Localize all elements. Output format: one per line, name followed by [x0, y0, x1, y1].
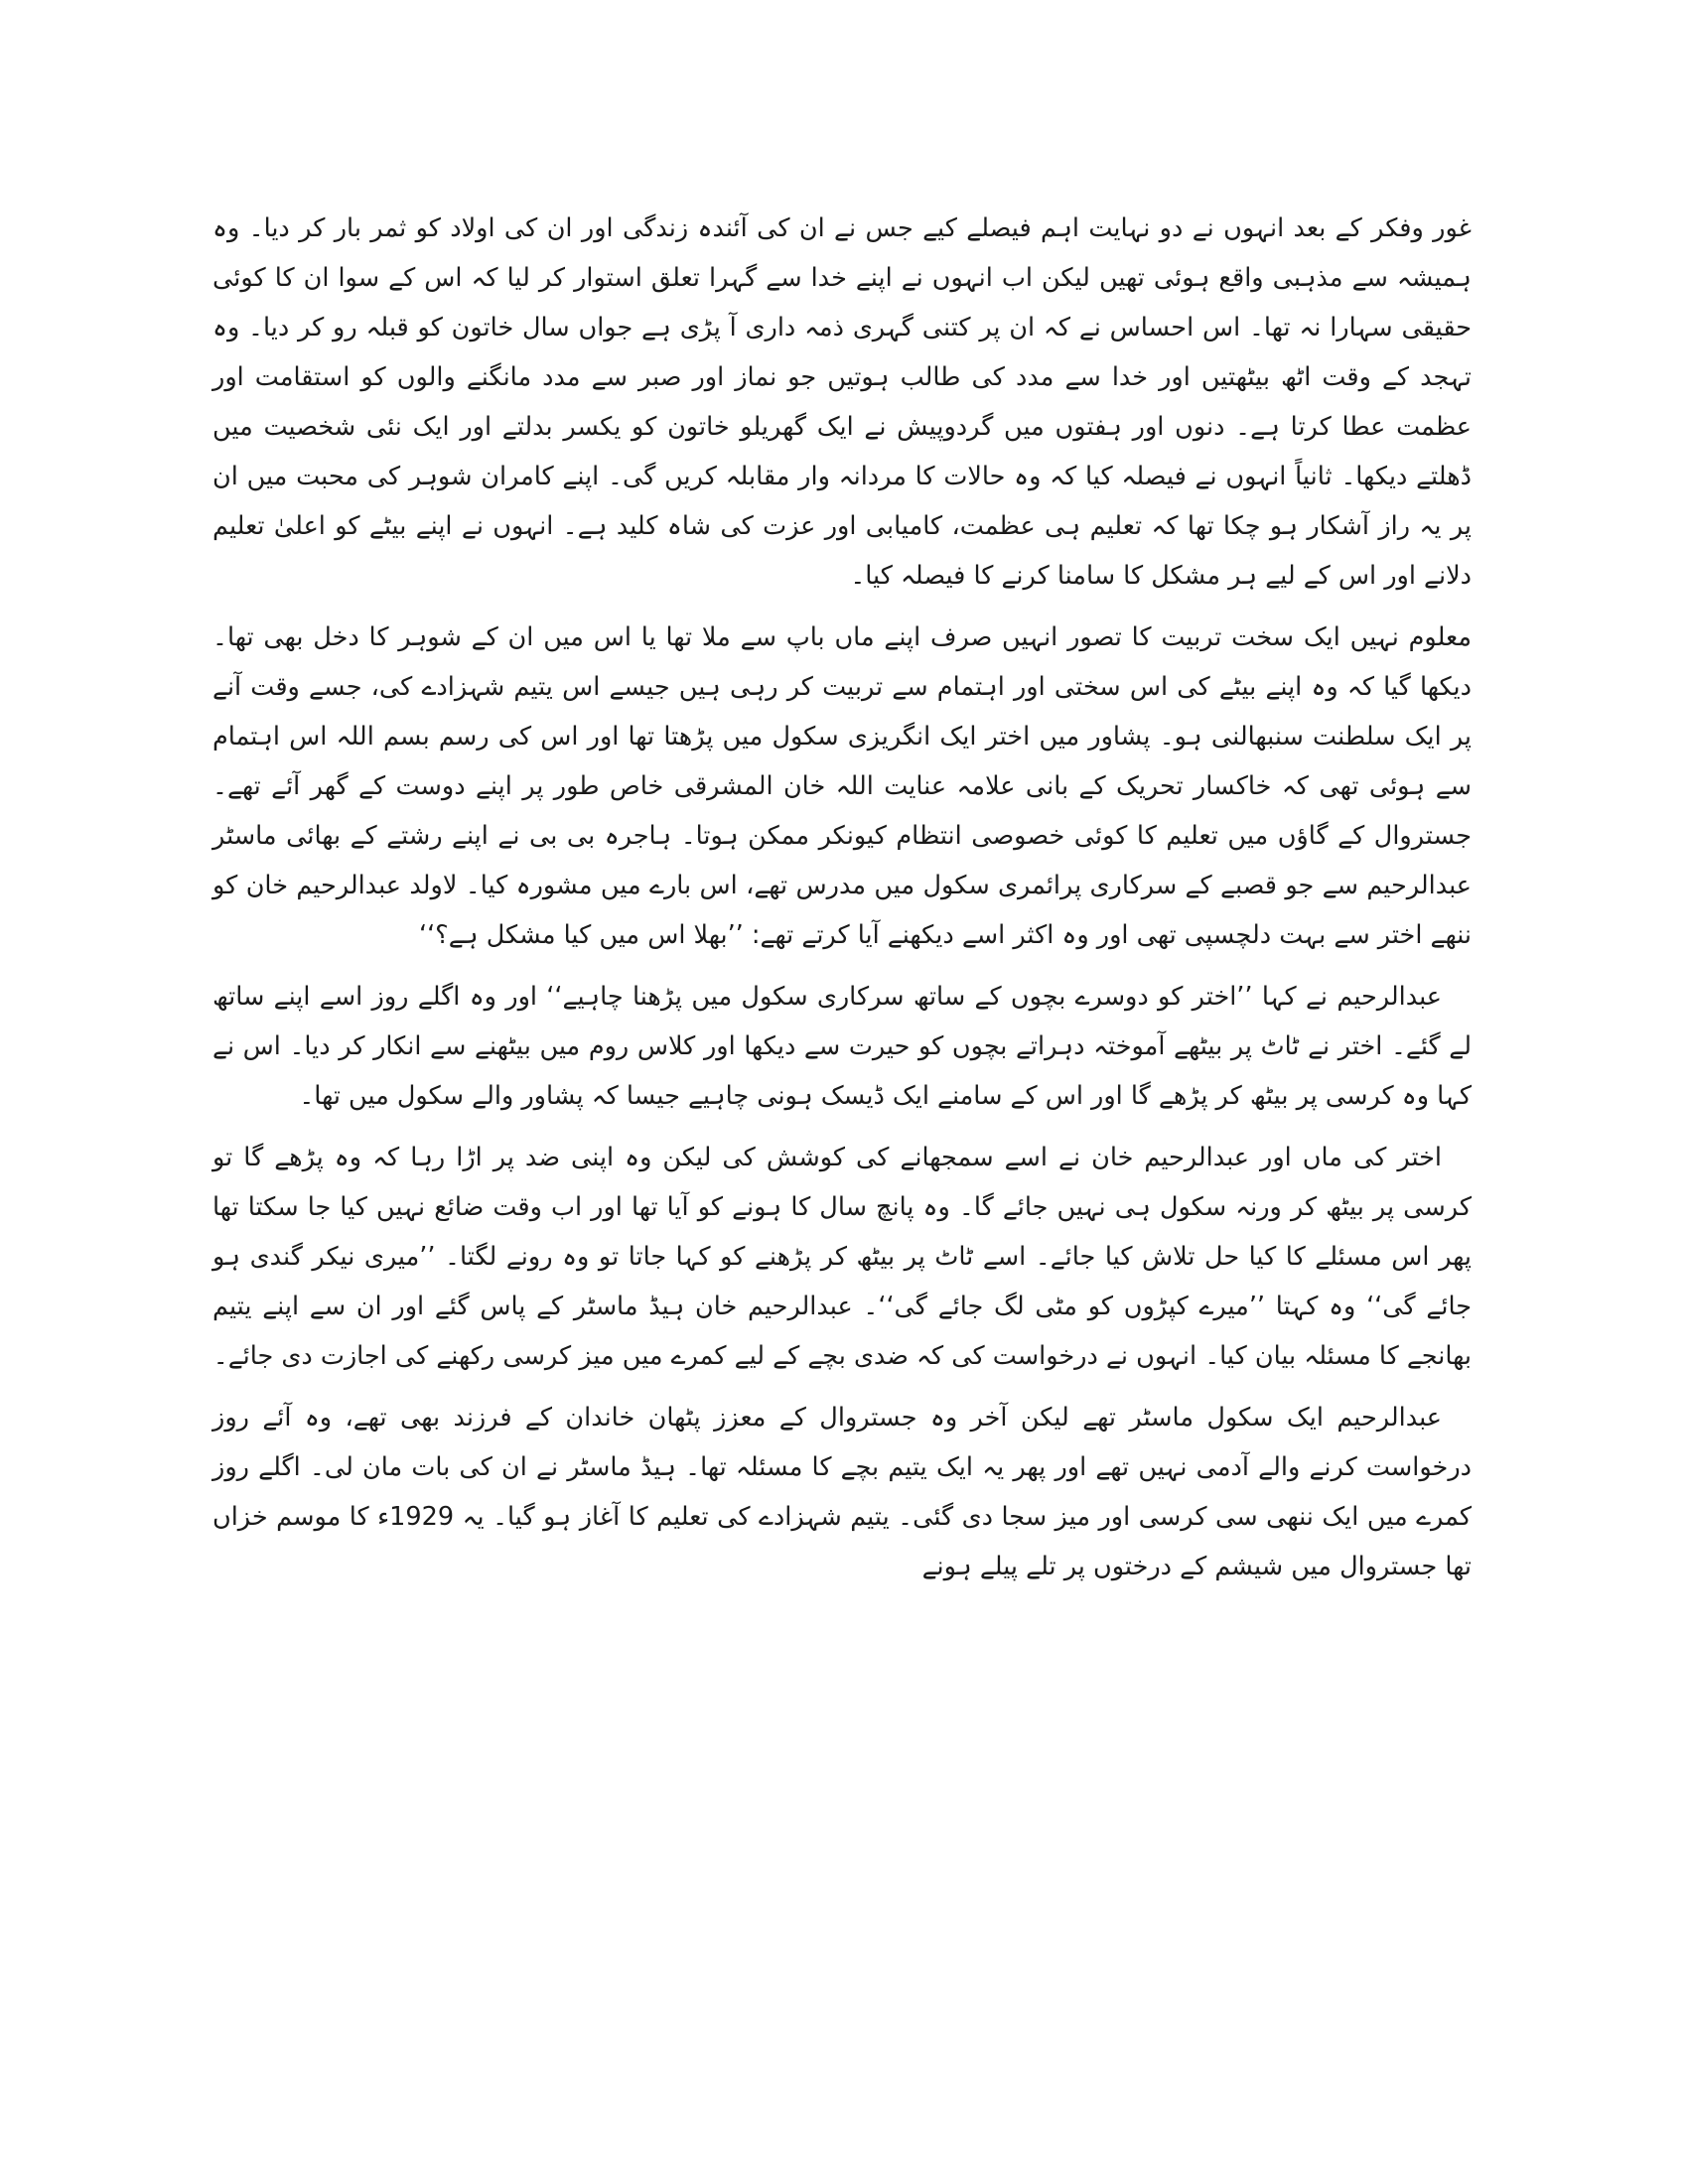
paragraph-5: عبدالرحیم ایک سکول ماسٹر تھے لیکن آخر وہ جستروال کے معزز پٹھان خاندان کے فرزند بھی تھے، وہ آئے روز درخواست کرنے والے آدمی نہیں تھے اور پھر یہ ایک یتیم بچے کا مسئلہ تھا۔ ہیڈ ماسٹر نے ان کی بات مان لی۔ اگلے روز کمرے میں ایک ننھی سی کرسی اور میز سجا دی گئی۔ یتیم شہزادے کی تعلیم کا آغاز ہو گیا۔ یہ 1929ء کا موسم خزاں تھا جستروال میں شیشم کے درختوں پر تلے پیلے ہونے: [212, 1403, 1472, 1581]
urdu-text-body: [212, 204, 1472, 1603]
paragraph-3: عبدالرحیم نے کہا ’’اختر کو دوسرے بچوں کے ساتھ سرکاری سکول میں پڑھنا چاہیے‘‘ اور وہ اگلے روز اسے اپنے ساتھ لے گئے۔ اختر نے ٹاٹ پر بیٹھے آموختہ دہراتے بچوں کو حیرت سے دیکھا اور کلاس روم میں بیٹھنے سے انکار کر دیا۔ اس نے کہا وہ کرسی پر بیٹھ کر پڑھے گا اور اس کے سامنے ایک ڈیسک ہونی چاہیے جیسا کہ پشاور والے سکول میں تھا۔: [212, 982, 1472, 1111]
paragraph-2: معلوم نہیں ایک سخت تربیت کا تصور انہیں صرف اپنے ماں باپ سے ملا تھا یا اس میں ان کے شوہر کا دخل بھی تھا۔ دیکھا گیا کہ وہ اپنے بیٹے کی اس سختی اور اہتمام سے تربیت کر رہی ہیں جیسے اس یتیم شہزادے کی، جسے وقت آنے پر ایک سلطنت سنبھالنی ہو۔ پشاور میں اختر ایک انگریزی سکول میں پڑھتا تھا اور اس کی رسم بسم اللہ اس اہتمام سے ہوئی تھی کہ خاکسار تحریک کے بانی علامہ عنایت اللہ خان المشرقی خاص طور پر اپنے دوست کے گھر آئے تھے۔ جستروال کے گاؤں میں تعلیم کا کوئی خصوصی انتظام کیونکر ممکن ہوتا۔ ہاجرہ بی بی نے اپنے رشتے کے بھائی ماسٹر عبدالرحیم سے جو قصبے کے سرکاری پرائمری سکول میں مدرس تھے، اس بارے میں مشورہ کیا۔ لاولد عبدالرحیم خان کو ننھے اختر سے بہت دلچسپی تھی اور وہ اکثر اسے دیکھنے آیا کرتے تھے: ’’بھلا اس میں کیا مشکل ہے؟‘‘: [212, 622, 1472, 950]
paragraph-1: غور وفکر کے بعد انہوں نے دو نہایت اہم فیصلے کیے جس نے ان کی آئندہ زندگی اور ان کی اولاد کو ثمر بار کر دیا۔ وہ ہمیشہ سے مذہبی واقع ہوئی تھیں لیکن اب انہوں نے اپنے خدا سے گہرا تعلق استوار کر لیا کہ اس کے سوا ان کا کوئی حقیقی سہارا نہ تھا۔ اس احساس نے کہ ان پر کتنی گہری ذمہ داری آ پڑی ہے جواں سال خاتون کو قبلہ رو کر دیا۔ وہ تہجد کے وقت اٹھ بیٹھتیں اور خدا سے مدد کی طالب ہوتیں جو نماز اور صبر سے مدد مانگنے والوں کو استقامت اور عظمت عطا کرتا ہے۔ دنوں اور ہفتوں میں گردوپیش نے ایک گھریلو خاتون کو یکسر بدلتے اور ایک نئی شخصیت میں ڈھلتے دیکھا۔ ثانیاً انہوں نے فیصلہ کیا کہ وہ حالات کا مردانہ وار مقابلہ کریں گی۔ اپنے کامران شوہر کی محبت میں ان پر یہ راز آشکار ہو چکا تھا کہ تعلیم ہی عظمت، کامیابی اور عزت کی شاہ کلید ہے۔ انہوں نے اپنے بیٹے کو اعلیٰ تعلیم دلانے اور اس کے لیے ہر مشکل کا سامنا کرنے کا فیصلہ کیا۔: [212, 213, 1472, 591]
paragraph-4: اختر کی ماں اور عبدالرحیم خان نے اسے سمجھانے کی کوشش کی لیکن وہ اپنی ضد پر اڑا رہا کہ وہ پڑھے گا تو کرسی پر بیٹھ کر ورنہ سکول ہی نہیں جائے گا۔ وہ پانچ سال کا ہونے کو آیا تھا اور اب وقت ضائع نہیں کیا جا سکتا تھا پھر اس مسئلے کا کیا حل تلاش کیا جائے۔ اسے ٹاٹ پر بیٹھ کر پڑھنے کو کہا جاتا تو وہ رونے لگتا۔ ’’میری نیکر گندی ہو جائے گی‘‘ وہ کہتا ’’میرے کپڑوں کو مٹی لگ جائے گی‘‘۔ عبدالرحیم خان ہیڈ ماسٹر کے پاس گئے اور ان سے اپنے یتیم بھانجے کا مسئلہ بیان کیا۔ انہوں نے درخواست کی کہ ضدی بچے کے لیے کمرے میں میز کرسی رکھنے کی اجازت دی جائے۔: [212, 1143, 1472, 1371]
